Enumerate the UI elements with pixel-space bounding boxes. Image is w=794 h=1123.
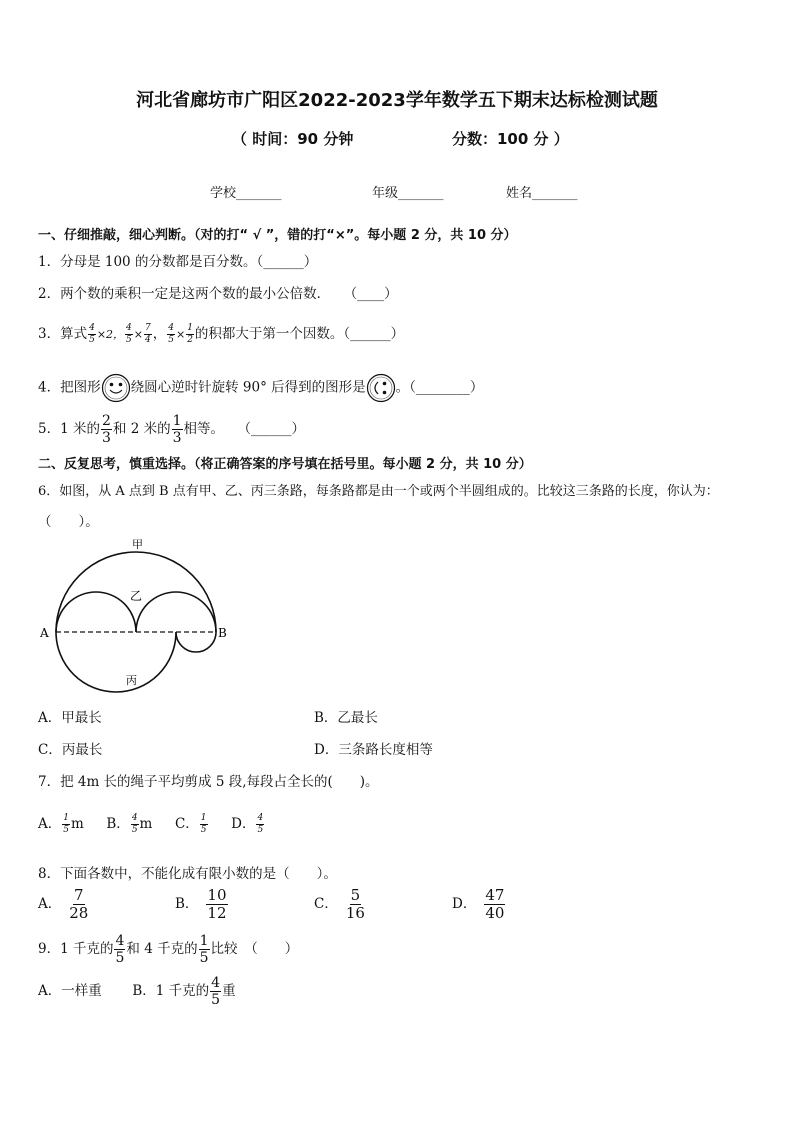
q8-b-label: B．: [175, 896, 199, 912]
q7-b-unit: m: [139, 816, 153, 832]
q3-f4-den: 5: [168, 335, 174, 345]
q8-option-d: [452, 888, 506, 921]
name-field: [506, 182, 578, 201]
q8-d-num: 47: [485, 886, 505, 904]
q4-prefix: 4．把图形: [38, 379, 101, 396]
q9-f2-num: 1: [199, 933, 209, 949]
q6-option-a: A．甲最长: [38, 710, 102, 726]
question-7: 7．把 4m 长的绳子平均剪成 5 段,每段占全长的( )。: [38, 774, 379, 790]
label-jia: 甲: [132, 538, 143, 551]
three-paths-diagram: [36, 534, 236, 694]
question-3: [38, 322, 404, 345]
q7-a-den: 5: [63, 825, 69, 835]
path-bing-small: [176, 632, 216, 652]
q9-frac-1: [114, 934, 125, 965]
q3-comma: ，: [152, 326, 167, 342]
q7-c-num: 1: [200, 813, 207, 823]
q9-frac-2: [199, 934, 210, 965]
q7-b-den: 5: [131, 825, 138, 835]
q8-c-den: 16: [345, 904, 365, 922]
path-bing-big: [56, 632, 176, 692]
q7-d-label: D．: [231, 816, 256, 832]
q7-c-label: C．: [174, 816, 199, 832]
q5-f2-den: 3: [172, 430, 182, 446]
q3-times: ×: [133, 328, 143, 341]
q5-f1-num: 2: [101, 413, 111, 429]
q7-c-frac: [200, 814, 208, 835]
q3-prefix: 3．算式: [38, 326, 88, 342]
question-6: 6．如图，从 A 点到 B 点有甲、乙、丙三条路，每条路都是由一个或两个半圆组成的。比较这三条路的长度，你认为：: [38, 484, 719, 499]
q5-prefix: 5．1 米的: [38, 421, 100, 437]
q4-middle: 绕圆心逆时针旋转 90° 后得到的图形是: [130, 379, 366, 396]
q7-b-frac: [131, 814, 139, 835]
grade-field: [372, 182, 444, 201]
grade-label: 年级: [372, 186, 399, 201]
section2-heading: 二、反复思考，慎重选择。（将正确答案的序号填在括号里。每小题 2 分，共 10 分）: [38, 457, 532, 472]
exam-score: 分数：100 分 ）: [452, 130, 569, 148]
q7-d-frac: [256, 814, 264, 835]
q3-f2-den: 5: [126, 335, 132, 345]
q6-option-d: D．三条路长度相等: [314, 742, 433, 758]
q3-frac-4: [167, 324, 175, 345]
q3-frac-2: [125, 324, 133, 345]
q8-d-den: 40: [485, 904, 505, 922]
q8-b-den: 12: [207, 904, 227, 922]
q7-a-num: 1: [63, 813, 69, 823]
question-2: 2．两个数的乘积一定是这两个数的最小公倍数． （____）: [38, 286, 398, 302]
label-a: A: [40, 626, 49, 640]
q8-a-label: A．: [38, 896, 62, 912]
q9-suffix: 比较 （ ）: [210, 941, 299, 957]
q5-f1-den: 3: [101, 430, 111, 446]
q3-f5-den: 2: [187, 335, 193, 345]
q9-option-a: A．一样重: [38, 983, 102, 999]
q3-f2-num: 4: [126, 323, 132, 333]
q8-b-frac: [206, 888, 227, 921]
exam-time: （ 时间：90 分钟: [232, 130, 354, 148]
q8-option-c: [314, 888, 366, 921]
q3-f3-den: 4: [145, 335, 151, 345]
q8-option-b: [175, 888, 229, 921]
q5-frac-1: [101, 414, 112, 445]
q8-c-frac: [346, 888, 365, 921]
q5-suffix: 相等。 （______）: [183, 421, 305, 437]
q4-suffix: 。（________）: [395, 379, 484, 396]
q7-a-label: A．: [38, 816, 62, 832]
school-field: [210, 182, 282, 201]
page-title: 河北省廊坊市广阳区2022-2023学年数学五下期末达标检测试题: [136, 90, 658, 111]
q5-middle: 和 2 米的: [112, 421, 171, 437]
question-1: 1．分母是 100 的分数都是百分数。（______）: [38, 254, 318, 270]
q9-f1-num: 4: [115, 933, 125, 949]
q6-option-c: C．丙最长: [38, 742, 103, 758]
school-label: 学校: [210, 186, 237, 201]
q7-d-num: 4: [257, 813, 264, 823]
smiley-face-icon: [101, 373, 131, 403]
q8-d-label: D．: [452, 896, 477, 912]
rotated-smiley-icon: [366, 373, 396, 403]
school-blank: _______: [236, 186, 282, 201]
q7-b-num: 4: [131, 813, 138, 823]
section1-heading: 一、仔细推敲，细心判断。（对的打“ √ ”，错的打“×”。每小题 2 分，共 10 分）: [38, 228, 517, 243]
q9-f2-den: 5: [199, 950, 209, 966]
q3-frac-1: [88, 324, 96, 345]
q9-f1-den: 5: [115, 950, 125, 966]
name-blank: _______: [532, 186, 578, 201]
q7-a-unit: m: [70, 816, 84, 832]
q9-options: [38, 976, 236, 1007]
path-yi-right: [136, 592, 216, 632]
q7-b-label: B．: [106, 816, 130, 832]
q8-c-label: C．: [314, 896, 338, 912]
q3-f1-num: 4: [89, 323, 95, 333]
q8-d-frac: [484, 888, 505, 921]
q5-f2-num: 1: [172, 413, 182, 429]
q7-c-den: 5: [200, 825, 207, 835]
question-9: [38, 934, 298, 965]
q8-b-num: 10: [207, 886, 227, 904]
label-bing: 丙: [126, 674, 137, 687]
name-label: 姓名: [506, 186, 533, 201]
q7-options: [38, 812, 265, 835]
q8-a-den: 28: [69, 904, 89, 922]
question-8: 8．下面各数中，不能化成有限小数的是（ ）。: [38, 866, 337, 882]
label-yi: 乙: [130, 589, 143, 603]
q9-option-b-prefix: B．1 千克的: [132, 983, 210, 999]
q3-frac-3: [144, 324, 152, 345]
q6-option-b: B．乙最长: [314, 710, 378, 726]
q9-optb-den: 5: [211, 992, 221, 1008]
question-5: [38, 414, 305, 445]
q8-c-num: 5: [350, 886, 361, 904]
q3-times2: ×: [175, 328, 186, 341]
q9-middle: 和 4 千克的: [126, 941, 198, 957]
q7-d-den: 5: [257, 825, 264, 835]
q3-f1-den: 5: [89, 335, 95, 345]
q8-a-num: 7: [74, 886, 84, 904]
q3-f5-num: 1: [187, 323, 193, 333]
q3-x2: ×2，: [96, 328, 125, 341]
q3-f3-num: 7: [145, 323, 151, 333]
question-4: [38, 373, 483, 403]
q7-a-frac: [62, 814, 70, 835]
path-yi-left: [56, 592, 136, 632]
label-b: B: [218, 626, 227, 640]
q9-prefix: 9．1 千克的: [38, 941, 114, 957]
grade-blank: _______: [398, 186, 444, 201]
q3-suffix: 的积都大于第一个因数。（______）: [194, 326, 405, 342]
q9-optb-num: 4: [211, 975, 221, 991]
q9-option-b-suffix: 重: [222, 983, 236, 999]
q3-f4-num: 4: [168, 323, 174, 333]
q8-a-frac: [69, 888, 88, 921]
question-6-blank: （ ）。: [38, 514, 99, 530]
q8-option-a: [38, 888, 89, 921]
q9-option-b-frac: [210, 976, 221, 1007]
q3-frac-5: [186, 324, 194, 345]
q5-frac-2: [172, 414, 183, 445]
